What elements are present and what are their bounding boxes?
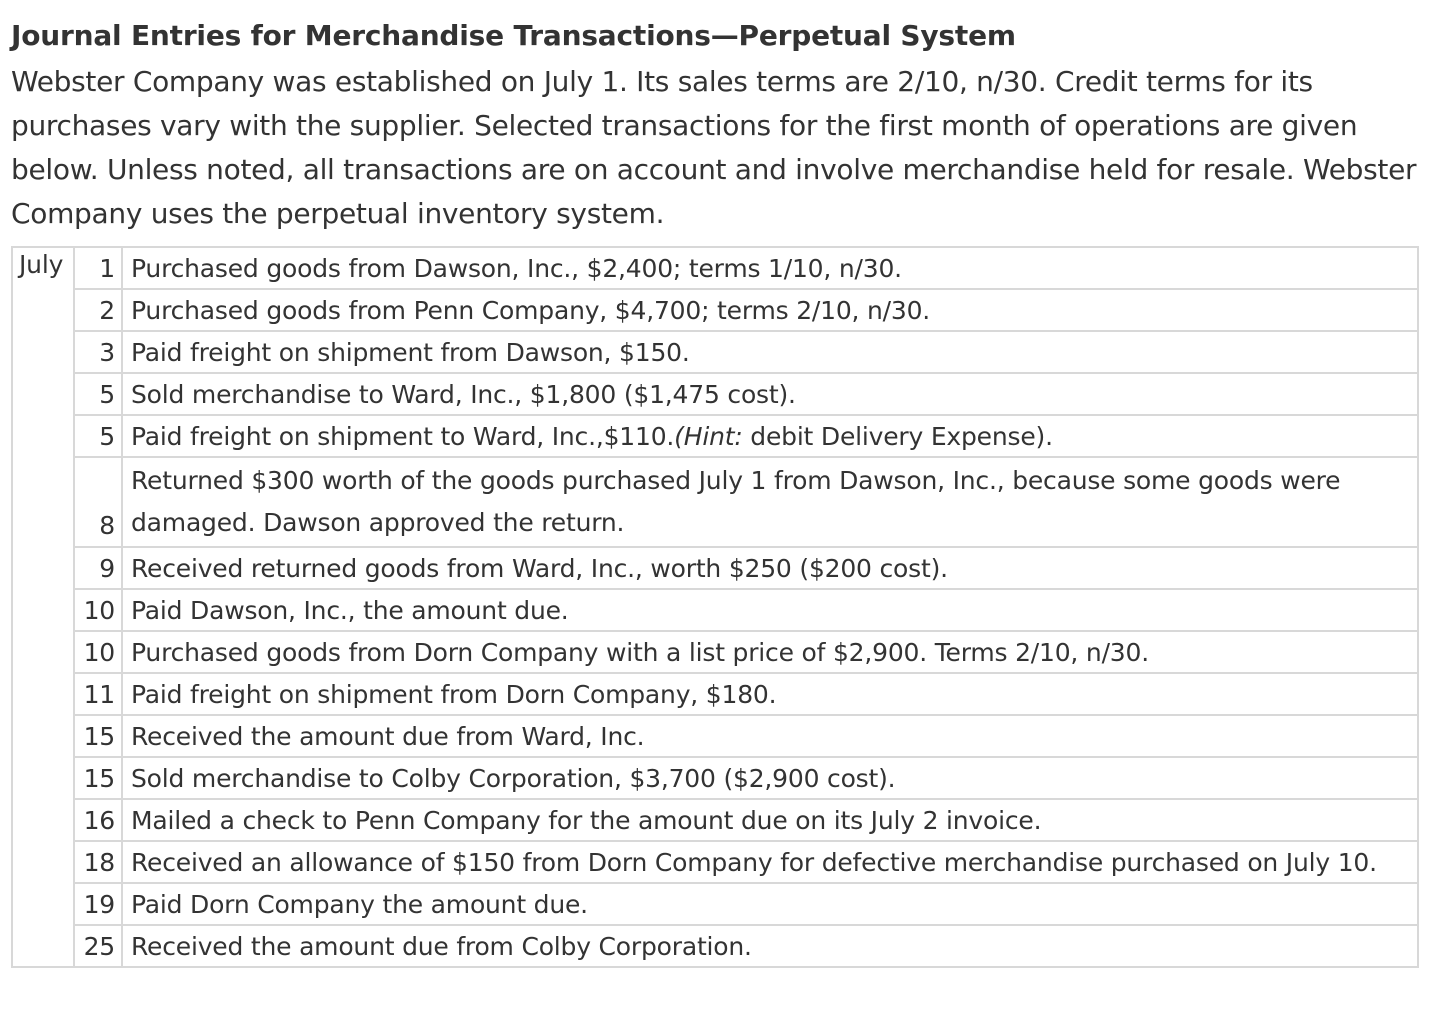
table-row [12,799,1418,841]
page-title: Journal Entries for Merchandise Transactions—Perpetual System [11,19,1016,52]
table-row [12,415,1418,457]
day-cell: 15 [74,757,122,799]
day-cell: 5 [74,415,122,457]
description-cell: Received the amount due from Colby Corporation. [122,925,1418,967]
day-cell: 2 [74,289,122,331]
day-cell: 18 [74,841,122,883]
description-cell: Paid freight on shipment from Dawson, $150. [122,331,1418,373]
table-row [12,331,1418,373]
description-cell: Received an allowance of $150 from Dorn Company for defective merchandise purchased on July 10. [122,841,1418,883]
day-cell: 25 [74,925,122,967]
table-row [12,289,1418,331]
hint-label: (Hint: [674,421,743,451]
day-cell: 11 [74,673,122,715]
description-cell: Returned $300 worth of the goods purchased July 1 from Dawson, Inc., because some goods were damaged. Dawson approved the return. [122,457,1418,547]
day-cell: 10 [74,631,122,673]
day-cell: 19 [74,883,122,925]
table-row [12,883,1418,925]
table-row [12,247,1418,289]
table-row [12,373,1418,415]
day-cell: 15 [74,715,122,757]
day-cell: 3 [74,331,122,373]
description-cell: Received the amount due from Ward, Inc. [122,715,1418,757]
transactions-table [11,246,1419,968]
table-row [12,925,1418,967]
day-cell: 16 [74,799,122,841]
description-cell: Purchased goods from Penn Company, $4,700; terms 2/10, n/30. [122,289,1418,331]
description-cell: Mailed a check to Penn Company for the amount due on its July 2 invoice. [122,799,1418,841]
table-row [12,547,1418,589]
table-row [12,631,1418,673]
day-cell: 1 [74,247,122,289]
description-cell [122,415,1418,457]
month-cell: July [12,247,74,967]
description-cell: Purchased goods from Dawson, Inc., $2,400; terms 1/10, n/30. [122,247,1418,289]
description-cell: Paid Dorn Company the amount due. [122,883,1418,925]
day-cell: 9 [74,547,122,589]
table-row [12,841,1418,883]
table-row [12,457,1418,547]
table-row [12,589,1418,631]
day-cell: 10 [74,589,122,631]
table-row [12,673,1418,715]
description-cell: Sold merchandise to Ward, Inc., $1,800 ($1,475 cost). [122,373,1418,415]
description-cell: Purchased goods from Dorn Company with a list price of $2,900. Terms 2/10, n/30. [122,631,1418,673]
day-cell: 8 [74,457,122,547]
description-cell: Paid Dawson, Inc., the amount due. [122,589,1418,631]
description-cell: Sold merchandise to Colby Corporation, $3,700 ($2,900 cost). [122,757,1418,799]
table-row [12,715,1418,757]
description-cell: Paid freight on shipment from Dorn Company, $180. [122,673,1418,715]
description-text: Paid freight on shipment to Ward, Inc.,$110. [131,421,675,451]
description-cell: Received returned goods from Ward, Inc., worth $250 ($200 cost). [122,547,1418,589]
intro-paragraph: Webster Company was established on July 1. Its sales terms are 2/10, n/30. Credit terms for its purchases vary with the supplier. Selected transactions for the first month of operations are given below. Unless noted, all transactions are on account and involve merchandise held for resale. Webster Company uses the perpetual inventory system. [11,65,1417,230]
table-row [12,757,1418,799]
description-text: debit Delivery Expense). [742,421,1053,451]
day-cell: 5 [74,373,122,415]
